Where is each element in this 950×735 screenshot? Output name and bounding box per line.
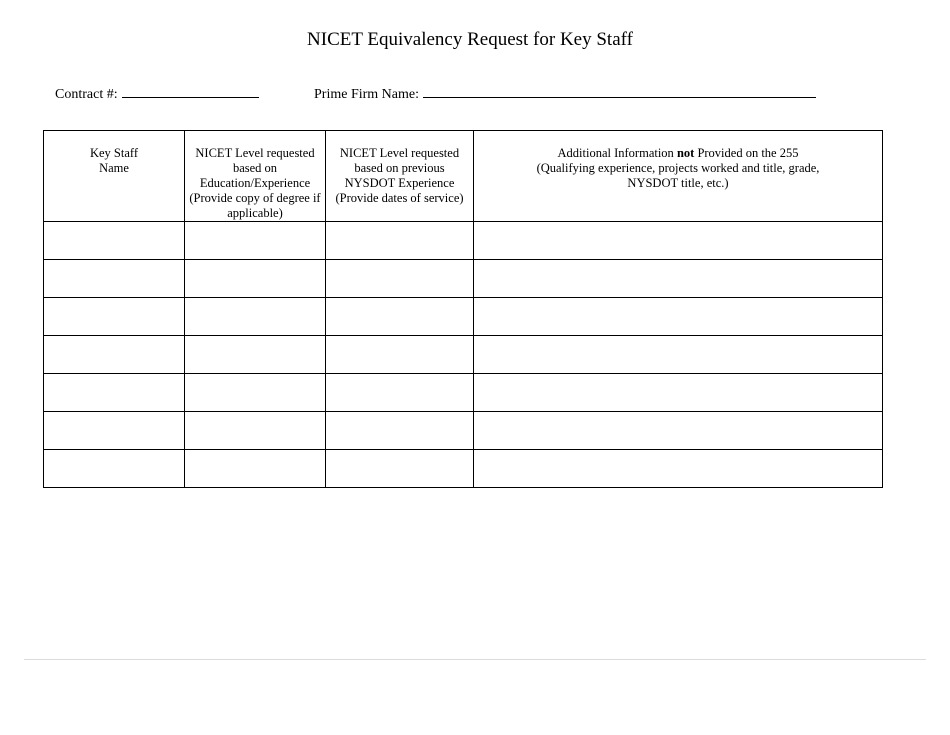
- header-line: based on: [232, 161, 278, 175]
- table-row: [44, 260, 883, 298]
- prime-firm-name-field: [314, 83, 816, 104]
- header-key-staff-name: [44, 131, 185, 222]
- cell-nicet-level-education[interactable]: [185, 412, 326, 450]
- cell-key-staff-name[interactable]: [44, 374, 185, 412]
- cell-additional-information[interactable]: [474, 412, 883, 450]
- header-line: based on previous: [354, 161, 445, 175]
- cell-additional-information[interactable]: [474, 260, 883, 298]
- cell-nicet-level-nysdot[interactable]: [326, 260, 474, 298]
- page-footer-divider: [24, 659, 926, 660]
- cell-additional-information[interactable]: [474, 222, 883, 260]
- header-additional-information: [474, 131, 883, 222]
- cell-nicet-level-nysdot[interactable]: [326, 336, 474, 374]
- table-row: [44, 336, 883, 374]
- header-line: applicable): [227, 206, 283, 220]
- cell-key-staff-name[interactable]: [44, 336, 185, 374]
- header-line: (Provide copy of degree if: [189, 191, 321, 205]
- cell-key-staff-name[interactable]: [44, 222, 185, 260]
- header-text: Provided on the 255: [694, 146, 799, 160]
- cell-additional-information[interactable]: [474, 374, 883, 412]
- header-line: NICET Level requested: [339, 146, 460, 160]
- cell-nicet-level-nysdot[interactable]: [326, 222, 474, 260]
- header-line: Education/Experience: [199, 176, 311, 190]
- prime-firm-name-label: Prime Firm Name:: [314, 87, 419, 102]
- cell-nicet-level-education[interactable]: [185, 336, 326, 374]
- header-text: Additional Information: [557, 146, 677, 160]
- cell-nicet-level-education[interactable]: [185, 450, 326, 488]
- header-line: Name: [99, 161, 129, 175]
- header-nicet-level-nysdot: [326, 131, 474, 222]
- cell-nicet-level-nysdot[interactable]: [326, 412, 474, 450]
- cell-nicet-level-education[interactable]: [185, 374, 326, 412]
- cell-additional-information[interactable]: [474, 450, 883, 488]
- header-line: NYSDOT Experience: [344, 176, 455, 190]
- cell-nicet-level-education[interactable]: [185, 222, 326, 260]
- contract-number-input[interactable]: [122, 83, 259, 98]
- header-line: NICET Level requested: [195, 146, 315, 160]
- cell-key-staff-name[interactable]: [44, 260, 185, 298]
- header-line: Key Staff: [89, 146, 139, 160]
- cell-key-staff-name[interactable]: [44, 298, 185, 336]
- key-staff-table: [43, 130, 883, 488]
- prime-firm-name-input[interactable]: [423, 83, 816, 98]
- cell-additional-information[interactable]: [474, 298, 883, 336]
- cell-key-staff-name[interactable]: [44, 412, 185, 450]
- cell-nicet-level-education[interactable]: [185, 298, 326, 336]
- cell-key-staff-name[interactable]: [44, 450, 185, 488]
- contract-number-field: [55, 83, 259, 104]
- cell-nicet-level-nysdot[interactable]: [326, 298, 474, 336]
- table-row: [44, 222, 883, 260]
- header-line: [474, 146, 882, 161]
- table-row: [44, 298, 883, 336]
- table-header-row: [44, 131, 883, 222]
- cell-additional-information[interactable]: [474, 336, 883, 374]
- header-nicet-level-education: [185, 131, 326, 222]
- header-line: (Qualifying experience, projects worked and title, grade,: [536, 161, 820, 175]
- table-row: [44, 374, 883, 412]
- header-line: NYSDOT title, etc.): [627, 176, 729, 190]
- table-row: [44, 450, 883, 488]
- contract-number-label: Contract #:: [55, 87, 118, 102]
- table-row: [44, 412, 883, 450]
- cell-nicet-level-education[interactable]: [185, 260, 326, 298]
- cell-nicet-level-nysdot[interactable]: [326, 374, 474, 412]
- page-title: NICET Equivalency Request for Key Staff: [307, 29, 633, 50]
- header-line: (Provide dates of service): [335, 191, 464, 205]
- cell-nicet-level-nysdot[interactable]: [326, 450, 474, 488]
- header-emphasis-not: not: [676, 146, 695, 160]
